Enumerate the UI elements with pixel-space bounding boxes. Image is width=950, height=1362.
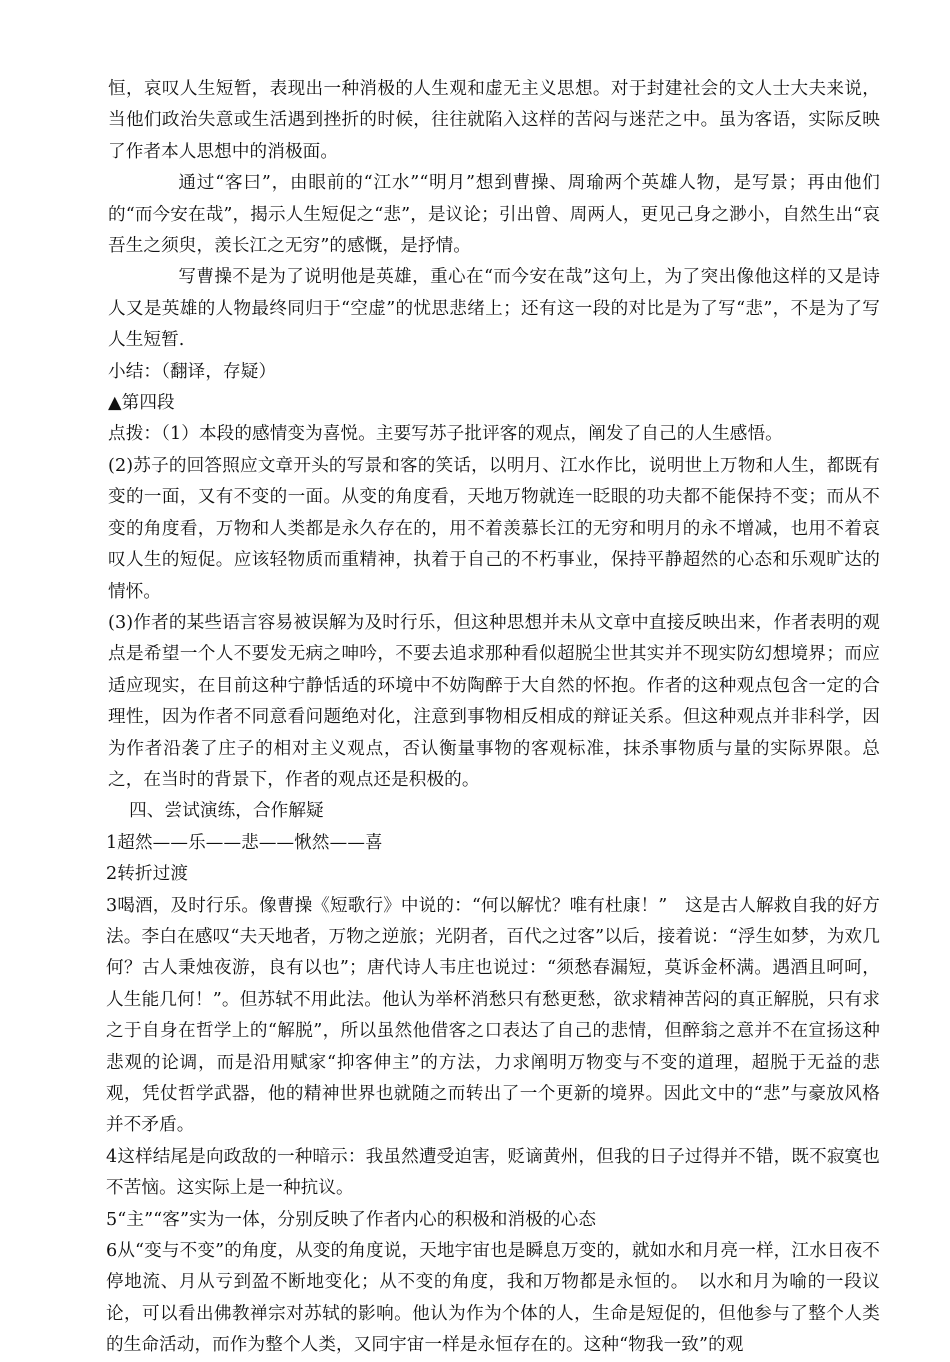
answer-item-2: 2转折过渡 xyxy=(106,864,189,885)
section-heading-practice: 四、尝试演练，合作解疑 xyxy=(129,801,324,822)
answer-item-1: 1超然——乐——悲——愀然——喜 xyxy=(106,832,383,853)
paragraph-point-1: 点拨：（1）本段的感情变为喜悦。主要写苏子批评客的观点，阐发了自己的人生感悟。 xyxy=(108,424,783,445)
answer-item-4: 4这样结尾是向政敌的一种暗示：我虽然遭受迫害，贬谪黄州，但我的日子过得并不错，既不寂寞也不苦恼。这实际上是一种抗议。 xyxy=(106,1146,880,1199)
section-heading-fourth: ▲第四段 xyxy=(108,393,175,414)
answer-item-5: 5“主”“客”实为一体，分别反映了作者内心的积极和消极的心态 xyxy=(106,1209,597,1230)
answer-item-3: 3喝酒，及时行乐。像曹操《短歌行》中说的：“何以解忧？唯有杜康！” 这是古人解救自我的好方法。李白在感叹“夫天地者，万物之逆旅；光阴者，百代之过客”以后，接着说：“浮生如梦，为欢几何？古人秉烛夜游，良有以也”；唐代诗人韦庄也说过：“须愁春漏短，莫诉金杯满。遇酒且呵呵，人生能几何！”。但苏轼不用此法。他认为举杯消愁只有愁更愁，欲求精神苦闷的真正解脱，只有求之于自身在哲学上的“解脱”，所以虽然他借客之口表达了自己的悲情，但醉翁之意并不在宣扬这种悲观的论调，而是沿用赋家“抑客伸主”的方法，力求阐明万物变与不变的道理，超脱于无益的悲观，凭仗哲学武器，他的精神世界也就随之而转出了一个更新的境界。因此文中的“悲”与豪放风格并不矛盾。 xyxy=(106,895,880,1136)
document-body xyxy=(108,74,880,1362)
paragraph-point-2: (2)苏子的回答照应文章开头的写景和客的笑话，以明月、江水作比，说明世上万物和人生，都既有变的一面，又有不变的一面。从变的角度看，天地万物就连一眨眼的功夫都不能保持不变；而从不变的角度看，万物和人类都是永久存在的，用不着羡慕长江的无穷和明月的永不增减，也用不着哀叹人生的短促。应该轻物质而重精神，执着于自己的不朽事业，保持平静超然的心态和乐观旷达的情怀。 xyxy=(108,455,880,602)
paragraph-analysis-1: 通过“客曰”，由眼前的“江水”“明月”想到曹操、周瑜两个英雄人物，是写景；再由他们的“而今安在哉”，揭示人生短促之“悲”，是议论；引出曾、周两人，更见己身之渺小，自然生出“哀吾生之须臾，羡长江之无穷”的感慨，是抒情。 xyxy=(108,173,880,257)
answer-item-6: 6从“变与不变”的角度，从变的角度说，天地宇宙也是瞬息万变的，就如水和月亮一样，江水日夜不停地流、月从亏到盈不断地变化；从不变的角度，我和万物都是永恒的。 以水和月为喻的一段议论，可以看出佛教禅宗对苏轼的影响。他认为作为个体的人，生命是短促的，但他参与了整个人类的生命活动，而作为整个人类，又同宇宙一样是永恒存在的。这种“物我一致”的观 xyxy=(106,1241,880,1356)
paragraph-continuation: 恒，哀叹人生短暂，表现出一种消极的人生观和虚无主义思想。对于封建社会的文人士大夫来说，当他们政治失意或生活遇到挫折的时候，往往就陷入这样的苦闷与迷茫之中。虽为客语，实际反映了作者本人思想中的消极面。 xyxy=(108,79,880,162)
paragraph-analysis-2: 写曹操不是为了说明他是英雄，重心在“而今安在哉”这句上，为了突出像他这样的又是诗人又是英雄的人物最终同归于“空虚”的忧思悲绪上；还有这一段的对比是为了写“悲”，不是为了写人生短暂. xyxy=(108,267,880,351)
paragraph-summary: 小结：（翻译，存疑） xyxy=(108,361,277,382)
paragraph-point-3: (3)作者的某些语言容易被误解为及时行乐，但这种思想并未从文章中直接反映出来，作者表明的观点是希望一个人不要发无病之呻吟，不要去追求那种看似超脱尘世其实并不现实防幻想境界；而应适应现实，在目前这种宁静恬适的环境中不妨陶醉于大自然的怀抱。作者的这种观点包含一定的合理性，因为作者不同意看问题绝对化，注意到事物相反相成的辩证关系。但这种观点并非科学，因为作者沿袭了庄子的相对主义观点，否认衡量事物的客观标准，抹杀事物质与量的实际界限。总之，在当时的背景下，作者的观点还是积极的。 xyxy=(108,612,880,790)
